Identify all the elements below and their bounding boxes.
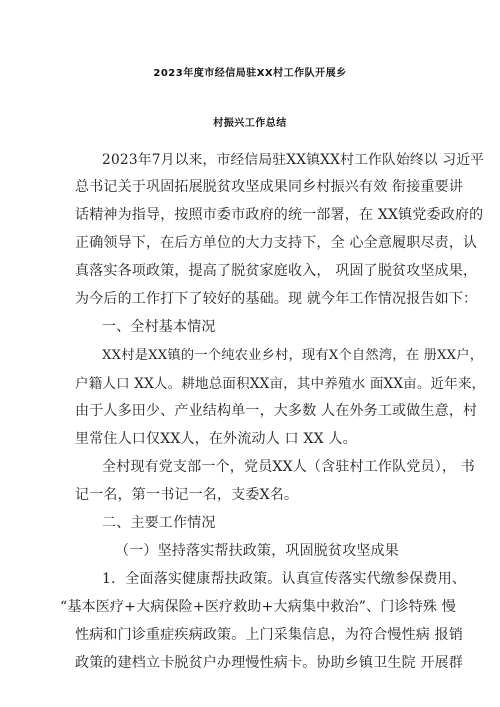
section-heading-2: 二、主要工作情况 <box>102 515 216 531</box>
body-line: 为今后的工作打下了较好的基础。现 就今年工作情况报告如下： <box>75 291 478 307</box>
body-line: 真落实各项政策，提高了脱贫家庭收入， 巩固了脱贫攻坚成果， <box>75 263 478 279</box>
body-line: 1．全面落实健康帮扶政策。认真宣传落实代缴参保费用、 <box>102 571 467 587</box>
document-title-line-1: 2023年度市经信局驻XX村工作队开展乡 <box>153 68 347 79</box>
body-line: “基本医疗+大病保险+医疗救助+大病集中救治”、门诊特殊 慢 <box>60 599 456 615</box>
body-line: 总书记关于巩固拓展脱贫攻坚成果同乡村振兴有效 衔接重要讲 <box>75 179 464 195</box>
section-heading-1: 一、全村基本情况 <box>102 319 216 335</box>
document-title-line-2: 村振兴工作总结 <box>213 118 287 129</box>
subsection-heading-1: （一）坚持落实帮扶政策，巩固脱贫攻坚成果 <box>115 543 399 559</box>
body-line: 话精神为指导，按照市委市政府的统一部署，在 XX镇党委政府的 <box>75 207 484 223</box>
body-line: 政策的建档立卡脱贫户办理慢性病卡。协助乡镇卫生院 开展群 <box>75 655 464 671</box>
body-line: 2023年7月以来，市经信局驻XX镇XX村工作队始终以 习近平 <box>102 152 485 168</box>
body-line: XX村是XX镇的一个纯农业乡村，现有X个自然湾，在 册XX户， <box>102 348 484 363</box>
body-line: 户籍人口 XX人。耕地总面积XX亩，其中养殖水 面XX亩。近年来， <box>75 376 486 392</box>
body-line: 里常住人口仅XX人，在外流动人 口 XX 人。 <box>75 431 357 447</box>
body-line: 正确领导下，在后方单位的大力支持下，全 心全意履职尽责，认 <box>75 235 478 251</box>
body-line: 由于人多田少、产业结构单一，大多数 人在外务工或做生意，村 <box>75 403 478 419</box>
body-line: 记一名，第一书记一名，支委X名。 <box>75 487 299 503</box>
body-line: 全村现有党支部一个，党员XX人（含驻村工作队党员）， 书 <box>102 459 475 475</box>
body-line: 性病和门诊重症疾病政策。上门采集信息，为符合慢性病 报销 <box>75 627 464 643</box>
